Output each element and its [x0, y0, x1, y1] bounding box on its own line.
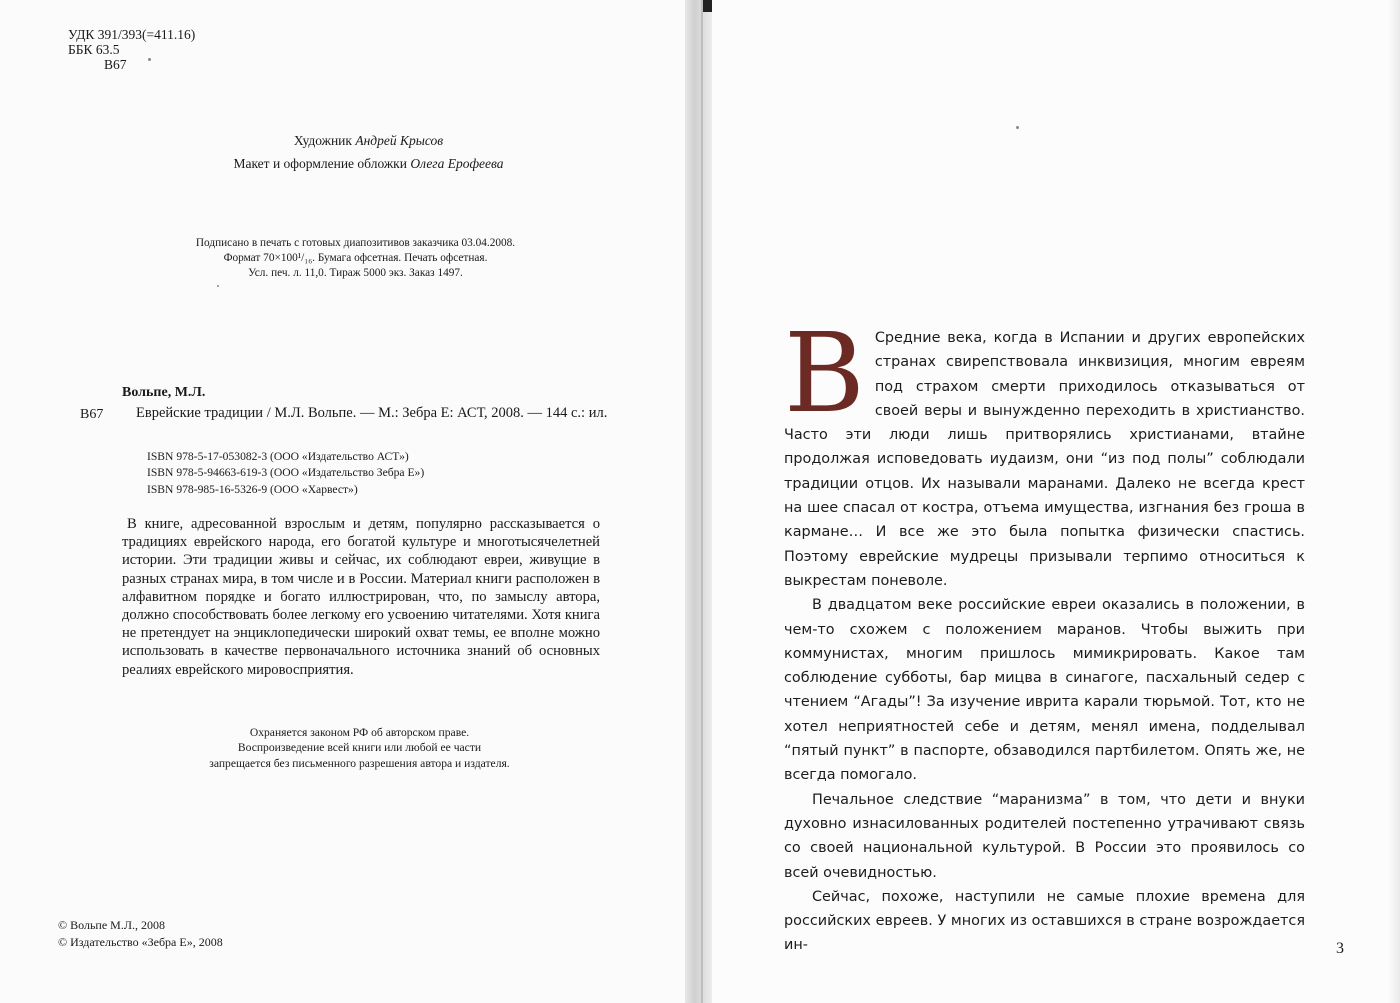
gutter-line	[701, 0, 703, 1003]
paragraph-text: Средние века, когда в Испании и других европейских странах свирепствовала инквизиция, многим евреям под страхом смерти приходилось отказываться от своей веры и вынужденно переходить в христианство. Часто эти люди лишь притворялись христианами, втайне продолжая исповедовать иудаизм, они “из под полы” соблюдали традиции отцов. Их называли маранами. Далеко не всегда крест на шее спасал от костра, отъема имущества, изгнания без гроша в кармане… И все же это была попытка физически спастись. Поэтому еврейские мудрецы призывали терпимо относиться к выкрестам поневоле.	[784, 330, 1305, 589]
biblio-author: Вольпе, М.Л.	[122, 385, 206, 400]
paragraph: Печальное следствие “маранизма” в том, что дети и внуки духовно изнасилованных родителей постепенно утрачивают связь со своей национальной культурой. В России это проявилось со всей очевидностью.	[784, 791, 1305, 881]
page-edge-shade	[1388, 0, 1400, 1003]
imprint-line: Подписано в печать с готовых диапозитивов заказчика 03.04.2008.	[195, 237, 516, 249]
bbk-code: ББК 63.5	[68, 42, 120, 57]
drop-cap: В	[784, 309, 865, 437]
isbn-line: ISBN 978-985-16-5326-9 (ООО «Харвест»)	[147, 482, 358, 496]
page-number: 3	[1336, 940, 1344, 957]
copyright-line: © Издательство «Зебра Е», 2008	[58, 934, 223, 949]
imprint	[0, 236, 685, 281]
udk-block	[68, 27, 195, 72]
paragraph	[784, 309, 1305, 593]
body-text	[784, 309, 1305, 958]
rights-line: запрещается без письменного разрешения автора и издателя.	[209, 756, 510, 770]
copyright-line: © Вольпе М.Л., 2008	[58, 918, 165, 932]
layout-name: Олега Ерофеева	[410, 156, 504, 171]
paper-speck	[1016, 126, 1019, 129]
isbn-list	[147, 449, 424, 498]
rights-line: Охраняется законом РФ об авторском праве.	[249, 726, 470, 739]
biblio-code: В67	[80, 407, 104, 422]
author-mark: В67	[104, 57, 127, 72]
left-page	[0, 0, 685, 1003]
credits	[0, 129, 685, 175]
artist-role: Художник	[293, 133, 356, 148]
imprint-line: Усл. печ. л. 11,0. Тираж 5000 экз. Заказ 1497.	[248, 267, 463, 279]
layout-credit	[0, 152, 685, 175]
book-gutter	[685, 0, 712, 1003]
isbn-line: ISBN 978-5-17-053082-3 (ООО «Издательство АСТ»)	[147, 450, 409, 463]
artist-credit	[0, 129, 685, 152]
udk-code: УДК 391/393(=411.16)	[68, 27, 196, 42]
isbn-line: ISBN 978-5-94663-619-3 (ООО «Издательство Зебра Е»)	[147, 466, 425, 480]
paper-speck	[148, 58, 151, 61]
imprint-line: Формат 70×100¹/₁₆. Бумага офсетная. Печать офсетная.	[223, 252, 488, 264]
rights-line: Воспроизведение всей книги или любой ее части	[237, 741, 482, 755]
annotation: В книге, адресованной взрослым и детям, популярно рассказывается о традициях еврейского народа, его богатой культуре и многотысячелетней истории. Эти традиции живы и сейчас, их соблюдают евреи, живущие в разных странах мира, в том числе и в России. Материал книги расположен в алфавитном порядке и богато иллюстрирован, что, по замыслу автора, должно способствовать более легкому его усвоению читателями. Хотя книга не претендует на энциклопедически широкий охват темы, ее вполне можно использовать в качестве первоначального источника знаний об основных реалиях еврейского мировосприятия.	[122, 516, 600, 678]
biblio-description: Еврейские традиции / М.Л. Вольпе. — М.: Зебра Е: АСТ, 2008. — 144 с.: ил.	[136, 405, 608, 421]
copyright	[58, 917, 223, 950]
artist-name: Андрей Крысов	[355, 133, 444, 148]
paper-speck	[217, 285, 219, 287]
rights-notice	[0, 725, 685, 771]
layout-role: Макет и оформление обложки	[233, 156, 411, 171]
paragraph: Сейчас, похоже, наступили не самые плохие времена для российских евреев. У многих из оставшихся в стране возрождается ин-	[784, 888, 1305, 954]
paragraph: В двадцатом веке российские евреи оказались в положении, в чем-то схожем с положением маранов. Чтобы выжить при коммунистах, многим пришлось мимикрировать. Какое там соблюдение субботы, бар мицва в синагоге, пасхальный седер с чтением “Агады”! За изучение иврита карали тюрьмой. Тот, кто не хотел неприятностей себе и детям, менял имена, подделывал “пятый пункт” в паспорте, обзаводился партбилетом. Опять же, не всегда помогало.	[784, 597, 1305, 784]
right-page	[712, 0, 1400, 1003]
